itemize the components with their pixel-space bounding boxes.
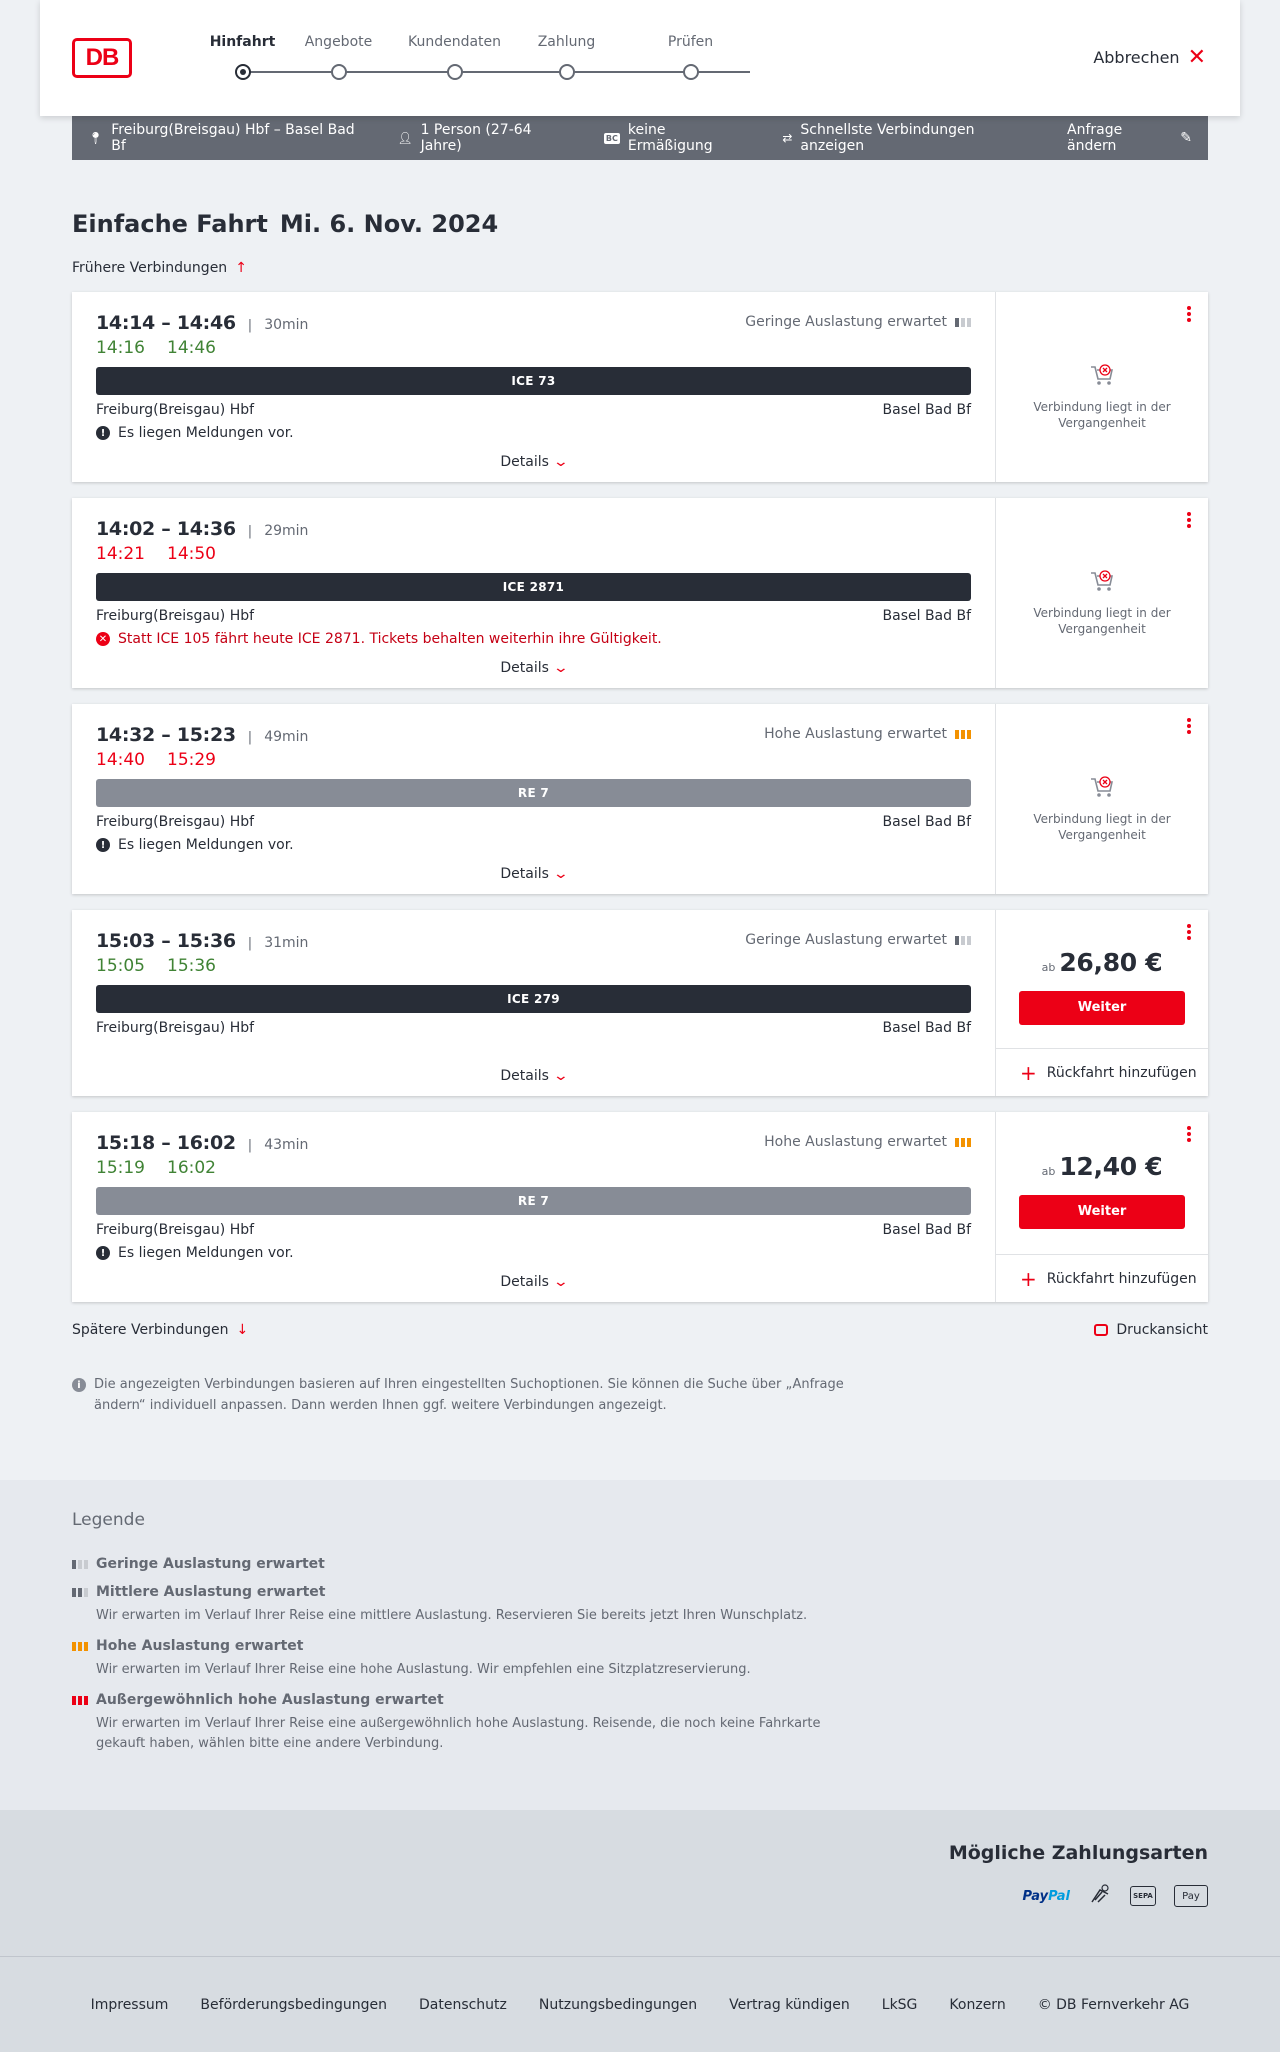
details-toggle[interactable]: [72, 866, 995, 882]
footer-link[interactable]: Nutzungsbedingungen: [538, 1996, 698, 2013]
price-box: [996, 1112, 1208, 1254]
connection-side: [996, 498, 1208, 688]
message-text: Statt ICE 105 fährt heute ICE 2871. Tickets behalten weiterhin ihre Gültigkeit.: [118, 631, 662, 647]
query-summary-bar: [72, 116, 1208, 160]
legend-item: [72, 1556, 1208, 1572]
connection-main: [72, 498, 996, 688]
past-connection-note: [996, 498, 1208, 688]
bahncard-icon: BC: [605, 133, 618, 143]
earlier-connections-link[interactable]: [72, 260, 1208, 276]
step-label: Angebote: [304, 34, 373, 50]
step-dot: [683, 64, 699, 80]
occupancy-indicator: [764, 1134, 971, 1150]
separator: |: [247, 524, 253, 539]
realtime-arrival: 14:46: [167, 338, 216, 358]
stations: [96, 1020, 971, 1036]
occupancy-icon: [955, 1138, 971, 1147]
duration: 49min: [264, 729, 309, 745]
cancel-button[interactable]: [1093, 44, 1206, 70]
price: [1042, 1152, 1163, 1181]
change-request-button[interactable]: [1067, 122, 1192, 154]
destination-station: Basel Bad Bf: [882, 1020, 971, 1036]
trip-date: Mi. 6. Nov. 2024: [279, 210, 499, 238]
footer-link[interactable]: Impressum: [90, 1996, 169, 2013]
past-connection-note: [996, 704, 1208, 894]
stations: [96, 1222, 971, 1238]
legend-desc: Wir erwarten im Verlauf Ihrer Reise eine mittlere Auslastung. Reservieren Sie bereits jetzt Ihren Wunschplatz.: [96, 1608, 808, 1623]
query-persons: [397, 122, 572, 154]
chevron-down-icon: ⌄: [552, 1068, 569, 1084]
plus-icon: +: [1020, 1266, 1037, 1291]
legend-title: Legende: [72, 1510, 145, 1530]
realtime-departure: 15:19: [96, 1158, 145, 1178]
message-text: Es liegen Meldungen vor.: [118, 837, 294, 853]
legend-label: Mittlere Auslastung erwartet: [96, 1584, 326, 1600]
footer-link[interactable]: Vertrag kündigen: [729, 1996, 850, 2013]
legend-item: [72, 1584, 1208, 1626]
location-pin-icon: 📍︎: [88, 131, 104, 145]
step-label: Prüfen: [667, 34, 714, 50]
cart-unavailable-icon: [1089, 569, 1115, 593]
later-label: Spätere Verbindungen: [72, 1322, 229, 1338]
occupancy-level-icon: [72, 1642, 88, 1651]
separator: |: [247, 730, 253, 745]
train-bar[interactable]: RE 7: [96, 1187, 971, 1215]
print-label: Druckansicht: [1116, 1322, 1208, 1338]
cancel-label: Abbrechen: [1093, 48, 1180, 67]
continue-button[interactable]: Weiter: [1019, 991, 1185, 1025]
duration: 29min: [264, 523, 309, 539]
swap-arrows-icon: ⇄: [782, 131, 793, 145]
site-footer: [0, 1956, 1280, 2052]
more-options-icon[interactable]: [1186, 1124, 1192, 1144]
print-view-link[interactable]: [1094, 1322, 1208, 1338]
step-label: Zahlung: [537, 34, 596, 50]
plus-icon: +: [1020, 1060, 1037, 1085]
stations: [96, 402, 971, 418]
chevron-down-icon: ⌄: [552, 1274, 569, 1290]
cart-unavailable-icon: [1089, 363, 1115, 387]
planned-times: 14:14 – 14:46: [96, 312, 236, 334]
chevron-down-icon: ⌄: [552, 866, 569, 882]
arrow-up-icon: ↑: [235, 260, 247, 276]
info-text: Die angezeigten Verbindungen basieren auf Ihren eingestellten Suchoptionen. Sie können die Suche über „Anfrage ändern“ individuell anpassen. Dann werden Ihnen ggf. weitere Verbindungen angezeigt.: [94, 1377, 844, 1413]
query-discount: [604, 122, 750, 154]
trip-type: Einfache Fahrt: [72, 210, 268, 238]
alert-icon: !: [96, 838, 110, 852]
legend-list: [72, 1556, 1208, 1754]
person-icon: 👤︎: [397, 131, 413, 145]
duration: 30min: [264, 317, 309, 333]
connection-side: [996, 704, 1208, 894]
footer-link[interactable]: Konzern: [949, 1996, 1006, 2013]
price: [1042, 948, 1163, 977]
change-request-label: Anfrage ändern: [1067, 122, 1123, 154]
fastest-text: Schnellste Verbindungen anzeigen: [800, 122, 975, 154]
separator: |: [247, 936, 253, 951]
connection-message: [96, 424, 971, 442]
realtime-departure: 14:40: [96, 750, 145, 770]
booking-header: [40, 0, 1240, 116]
legend-item: [72, 1638, 1208, 1680]
origin-station: Freiburg(Breisgau) Hbf: [96, 1222, 255, 1238]
legend-head: [72, 1584, 1208, 1600]
connection-card[interactable]: [72, 1112, 1208, 1302]
step-label: Hinfahrt: [209, 34, 276, 50]
occupancy-indicator: [745, 314, 971, 330]
add-return-label: Rückfahrt hinzufügen: [1046, 1064, 1197, 1081]
planned-times: 15:18 – 16:02: [96, 1132, 236, 1154]
price-prefix: ab: [1041, 1164, 1056, 1178]
legend-head: [72, 1638, 1208, 1654]
origin-station: Freiburg(Breisgau) Hbf: [96, 402, 255, 418]
legend-desc: Wir erwarten im Verlauf Ihrer Reise eine außergewöhnlich hohe Auslastung. Reisende, die noch keine Fahrkarte gekauft haben, wählen bitte eine andere Verbindung.: [96, 1716, 821, 1751]
step-dot-active: [235, 64, 251, 80]
stations: [96, 814, 971, 830]
separator: |: [247, 318, 253, 333]
query-fastest: [782, 122, 1035, 154]
connection-main: [72, 292, 996, 482]
destination-station: Basel Bad Bf: [882, 814, 971, 830]
occupancy-label: Hohe Auslastung erwartet: [764, 1134, 947, 1150]
info-icon: i: [72, 1378, 86, 1392]
realtime-departure: 14:16: [96, 338, 145, 358]
add-return-button[interactable]: [996, 1254, 1208, 1302]
connection-card[interactable]: [72, 292, 1208, 482]
apple-pay-icon: [1174, 1885, 1208, 1907]
connection-side: [996, 292, 1208, 482]
connection-list: [72, 292, 1208, 1302]
progress-stepper: [180, 34, 820, 84]
details-label: Details: [500, 1274, 549, 1290]
paypal-text-b: Pal: [1048, 1888, 1070, 1904]
legend-item: [72, 1692, 1208, 1754]
past-label: Verbindung liegt in der Vergangenheit: [1033, 606, 1171, 636]
planned-times: 15:03 – 15:36: [96, 930, 236, 952]
details-toggle[interactable]: [72, 454, 995, 470]
footer-link[interactable]: LkSG: [881, 1996, 918, 2013]
details-label: Details: [500, 454, 549, 470]
legend-head: [72, 1556, 1208, 1572]
step-label: Kundendaten: [407, 34, 502, 50]
details-label: Details: [500, 1068, 549, 1084]
chevron-down-icon: ⌄: [552, 454, 569, 470]
step-angebote: [276, 34, 401, 80]
footer-link: © DB Fernverkehr AG: [1037, 1996, 1190, 2013]
origin-station: Freiburg(Breisgau) Hbf: [96, 1020, 255, 1036]
search-info-note: [72, 1374, 852, 1416]
price-prefix: ab: [1041, 960, 1056, 974]
connection-message: [96, 630, 971, 648]
route-text: Freiburg(Breisgau) Hbf – Basel Bad Bf: [111, 122, 355, 154]
step-dot: [559, 64, 575, 80]
step-dot: [447, 64, 463, 80]
realtime-arrival: 15:36: [167, 956, 216, 976]
message-text: Es liegen Meldungen vor.: [118, 1245, 294, 1261]
stations: [96, 608, 971, 624]
occupancy-level-icon: [72, 1588, 88, 1597]
later-connections-link[interactable]: [72, 1322, 248, 1338]
legend-label: Geringe Auslastung erwartet: [96, 1556, 325, 1572]
arrow-down-icon: ↓: [236, 1322, 249, 1338]
close-icon: ✕: [1187, 44, 1206, 70]
add-return-label: Rückfahrt hinzufügen: [1046, 1270, 1197, 1287]
more-options-icon[interactable]: [1186, 922, 1192, 942]
occupancy-label: Hohe Auslastung erwartet: [764, 726, 947, 742]
details-label: Details: [500, 660, 549, 676]
realtime-departure: 14:21: [96, 544, 145, 564]
connection-message-empty: [96, 1042, 971, 1060]
train-bar[interactable]: ICE 73: [96, 367, 971, 395]
origin-station: Freiburg(Breisgau) Hbf: [96, 608, 255, 624]
alert-icon: !: [96, 426, 110, 440]
realtime-departure: 15:05: [96, 956, 145, 976]
list-footer: [72, 1318, 1208, 1338]
train-bar[interactable]: ICE 2871: [96, 573, 971, 601]
more-options-icon[interactable]: [1186, 716, 1192, 736]
pencil-icon: ✎: [1180, 130, 1192, 146]
connection-card[interactable]: [72, 910, 1208, 1096]
step-kundendaten: [392, 34, 517, 80]
credit-card-icon: [1088, 1882, 1112, 1910]
details-label: Details: [500, 866, 549, 882]
train-bar[interactable]: RE 7: [96, 779, 971, 807]
planned-times: 14:02 – 14:36: [96, 518, 236, 540]
realtime-arrival: 15:29: [167, 750, 216, 770]
connection-main: [72, 1112, 996, 1302]
details-toggle[interactable]: [72, 1274, 995, 1290]
paypal-icon: [1023, 1889, 1070, 1904]
connection-main: [72, 704, 996, 894]
occupancy-icon: [955, 936, 971, 945]
alert-icon: !: [96, 1246, 110, 1260]
page-title: [72, 210, 1208, 238]
connection-times: [96, 518, 971, 540]
connection-card[interactable]: [72, 498, 1208, 688]
occupancy-label: Geringe Auslastung erwartet: [745, 932, 947, 948]
error-icon: ✕: [96, 632, 110, 646]
payment-icons: [72, 1882, 1208, 1910]
details-toggle[interactable]: [72, 660, 995, 676]
occupancy-indicator: [745, 932, 971, 948]
realtime-times: [96, 1158, 971, 1178]
legend-label: Hohe Auslastung erwartet: [96, 1638, 304, 1654]
price-amount: 12,40 €: [1059, 1151, 1163, 1181]
realtime-arrival: 14:50: [167, 544, 216, 564]
paypal-text-a: Pay: [1022, 1888, 1049, 1904]
connection-side: [996, 1112, 1208, 1302]
realtime-times: [96, 956, 971, 976]
details-toggle[interactable]: [72, 1068, 995, 1084]
realtime-times: [96, 338, 971, 358]
legend-section: [0, 1480, 1280, 1810]
applepay-text: Pay: [1182, 1890, 1200, 1902]
planned-times: 14:32 – 15:23: [96, 724, 236, 746]
past-label: Verbindung liegt in der Vergangenheit: [1033, 400, 1171, 430]
more-options-icon[interactable]: [1186, 510, 1192, 530]
step-dot: [331, 64, 347, 80]
realtime-times: [96, 750, 971, 770]
chevron-down-icon: ⌄: [552, 660, 569, 676]
separator: |: [247, 1138, 253, 1153]
past-label: Verbindung liegt in der Vergangenheit: [1033, 812, 1171, 842]
discount-text: keine Ermäßigung: [627, 122, 713, 154]
connection-card[interactable]: [72, 704, 1208, 894]
query-route: [88, 122, 365, 154]
persons-text: 1 Person (27-64 Jahre): [420, 122, 532, 154]
payment-methods-section: [0, 1810, 1280, 1956]
duration: 31min: [264, 935, 309, 951]
footer-link[interactable]: Beförderungsbedingungen: [200, 1996, 387, 2013]
connection-main: [72, 910, 996, 1096]
past-connection-note: [996, 292, 1208, 482]
price-box: [996, 910, 1208, 1048]
payment-title: Mögliche Zahlungsarten: [948, 1842, 1208, 1864]
destination-station: Basel Bad Bf: [882, 1222, 971, 1238]
occupancy-icon: [955, 730, 971, 739]
occupancy-level-icon: [72, 1560, 88, 1569]
step-pruefen: [628, 34, 753, 80]
origin-station: Freiburg(Breisgau) Hbf: [96, 814, 255, 830]
connection-message: [96, 1244, 971, 1262]
more-options-icon[interactable]: [1186, 304, 1192, 324]
connection-side: [996, 910, 1208, 1096]
occupancy-icon: [955, 318, 971, 327]
occupancy-label: Geringe Auslastung erwartet: [745, 314, 947, 330]
step-zahlung: [504, 34, 629, 80]
legend-desc: Wir erwarten im Verlauf Ihrer Reise eine hohe Auslastung. Wir empfehlen eine Sitzplatzreservierung.: [96, 1662, 751, 1677]
db-logo[interactable]: DB: [72, 38, 132, 78]
add-return-button[interactable]: [996, 1048, 1208, 1096]
printer-icon: [1094, 1324, 1108, 1336]
connection-message: [96, 836, 971, 854]
destination-station: Basel Bad Bf: [882, 608, 971, 624]
legend-label: Außergewöhnlich hohe Auslastung erwartet: [96, 1692, 444, 1708]
duration: 43min: [264, 1137, 309, 1153]
earlier-label: Frühere Verbindungen: [72, 260, 228, 276]
occupancy-indicator: [764, 726, 971, 742]
sepa-icon: SEPA: [1130, 1886, 1156, 1906]
train-bar[interactable]: ICE 279: [96, 985, 971, 1013]
message-text: Es liegen Meldungen vor.: [118, 425, 294, 441]
destination-station: Basel Bad Bf: [882, 402, 971, 418]
realtime-arrival: 16:02: [167, 1158, 216, 1178]
footer-link[interactable]: Datenschutz: [418, 1996, 507, 2013]
continue-button[interactable]: Weiter: [1019, 1195, 1185, 1229]
price-amount: 26,80 €: [1059, 947, 1163, 977]
legend-head: [72, 1692, 1208, 1708]
realtime-times: [96, 544, 971, 564]
cart-unavailable-icon: [1089, 775, 1115, 799]
occupancy-level-icon: [72, 1696, 88, 1705]
